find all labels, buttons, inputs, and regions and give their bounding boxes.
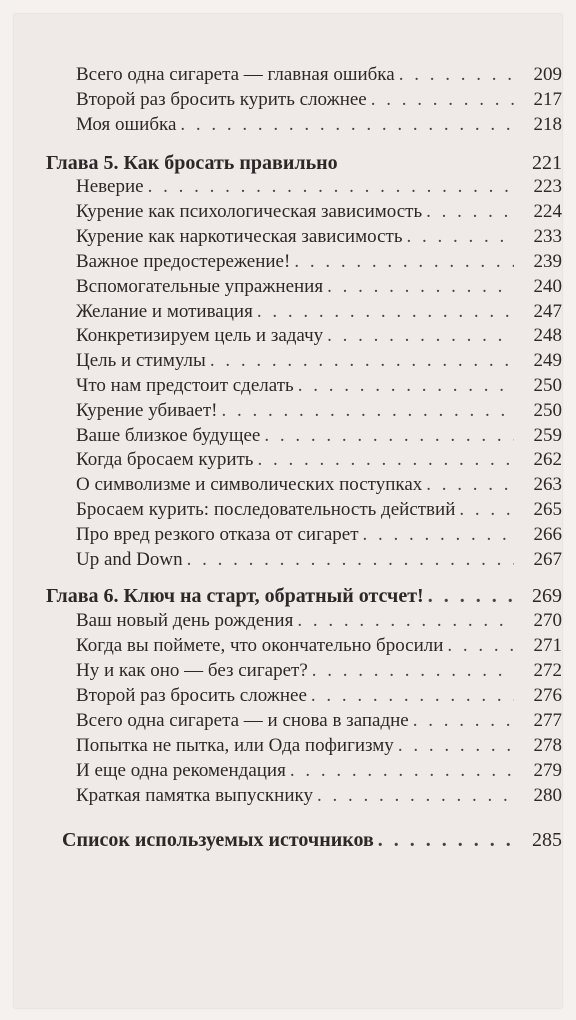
toc-entry-page: 262 <box>533 449 562 470</box>
leader-dots <box>187 548 514 572</box>
toc-entry-page: 270 <box>533 610 562 631</box>
chapter-title: Глава 5. Как бросать правильно <box>46 152 338 174</box>
toc-entry-page: 267 <box>533 549 562 570</box>
toc-entry-title: Курение как наркотическая зависимость <box>76 226 403 247</box>
toc-entry-title: Курение убивает! <box>76 400 218 421</box>
toc-entry-title: Ваше близкое будущее <box>76 425 261 446</box>
toc-entry <box>14 63 562 87</box>
leader-dots <box>327 275 514 299</box>
leader-dots <box>371 88 514 112</box>
toc-entry-title: Второй раз бросить сложнее <box>76 685 307 706</box>
toc-entry <box>14 324 562 348</box>
toc-entry <box>14 709 562 733</box>
toc-entry <box>14 113 562 137</box>
toc-entry <box>14 200 562 224</box>
toc-entry <box>14 759 562 783</box>
toc-entry-page: 209 <box>533 64 562 85</box>
toc-entry-page: 217 <box>533 89 562 110</box>
toc-entry-title: Всего одна сигарета — и снова в западне <box>76 710 409 731</box>
leader-dots <box>327 324 514 348</box>
leader-dots <box>399 63 514 87</box>
toc-entry-page: 240 <box>533 276 562 297</box>
toc-entry <box>14 498 562 522</box>
sources-title: Список используемых источников <box>62 829 374 851</box>
toc-entry-page: 224 <box>533 201 562 222</box>
toc-entry <box>14 609 562 633</box>
toc-entry-title: Неверие <box>76 176 144 197</box>
toc-entry-title: Моя ошибка <box>76 114 177 135</box>
toc-entry <box>14 784 562 808</box>
toc-entry <box>14 734 562 758</box>
toc-entry-page: 271 <box>533 635 562 656</box>
toc-entry-page: 259 <box>533 425 562 446</box>
toc-entry-title: Про вред резкого отказа от сигарет <box>76 524 359 545</box>
toc-entry-title: Ваш новый день рождения <box>76 610 294 631</box>
chapter-page: 269 <box>532 585 562 607</box>
toc-entry <box>14 424 562 448</box>
toc-entry-page: 278 <box>533 735 562 756</box>
sources-page: 285 <box>532 829 562 851</box>
book-page <box>14 14 562 1008</box>
toc-entry-page: 239 <box>533 251 562 272</box>
toc-entry-page: 249 <box>533 350 562 371</box>
leader-dots <box>222 399 515 423</box>
leader-dots <box>426 473 514 497</box>
toc-entry <box>14 523 562 547</box>
leader-dots <box>298 374 514 398</box>
toc-entry-page: 276 <box>533 685 562 706</box>
toc-entry-page: 266 <box>533 524 562 545</box>
toc-entry <box>14 634 562 658</box>
toc-entry-title: О символизме и символических поступках <box>76 474 423 495</box>
toc-entry-title: Курение как психологическая зависимость <box>76 201 423 222</box>
toc-entry-title: Когда бросаем курить <box>76 449 254 470</box>
leader-dots <box>148 175 514 199</box>
toc-entry-page: 247 <box>533 301 562 322</box>
toc-entry-title: Попытка не пытка, или Ода пофигизму <box>76 735 394 756</box>
toc-entry <box>14 659 562 683</box>
leader-dots <box>257 300 514 324</box>
leader-dots <box>180 113 514 137</box>
toc-chapter-heading <box>14 584 562 608</box>
toc-entry <box>14 684 562 708</box>
toc-entry <box>14 374 562 398</box>
toc-entry-page: 218 <box>533 114 562 135</box>
toc-entry <box>14 250 562 274</box>
leader-dots <box>311 684 514 708</box>
chapter-title: Глава 6. Ключ на старт, обратный отсчет! <box>46 585 424 607</box>
toc-entry <box>14 448 562 472</box>
leader-dots <box>447 634 514 658</box>
leader-dots <box>459 498 514 522</box>
leader-dots <box>317 784 514 808</box>
toc-entry <box>14 473 562 497</box>
leader-dots <box>378 828 512 852</box>
toc-entry-page: 279 <box>533 760 562 781</box>
table-of-contents <box>14 14 562 1008</box>
toc-entry-title: Цель и стимулы <box>76 350 206 371</box>
toc-entry-page: 265 <box>533 499 562 520</box>
toc-entry-title: И еще одна рекомендация <box>76 760 286 781</box>
toc-entry <box>14 349 562 373</box>
toc-chapter-heading <box>14 151 562 175</box>
toc-entry <box>14 300 562 324</box>
leader-dots <box>413 709 514 733</box>
leader-dots <box>264 424 514 448</box>
toc-entry-title: Up and Down <box>76 549 183 570</box>
toc-entry-title: Бросаем курить: последовательность действий <box>76 499 456 520</box>
toc-entry <box>14 88 562 112</box>
leader-dots <box>426 200 514 224</box>
toc-entry-page: 223 <box>533 176 562 197</box>
leader-dots <box>210 349 514 373</box>
leader-dots <box>428 584 514 608</box>
leader-dots <box>363 523 514 547</box>
leader-dots <box>312 659 514 683</box>
leader-dots <box>297 609 514 633</box>
toc-entry-title: Конкретизируем цель и задачу <box>76 325 324 346</box>
toc-entry-title: Вспомогательные упражнения <box>76 276 324 297</box>
toc-entry <box>14 275 562 299</box>
toc-entry-title: Когда вы поймете, что окончательно бросили <box>76 635 444 656</box>
leader-dots <box>294 250 514 274</box>
toc-entry-page: 233 <box>533 226 562 247</box>
leader-dots <box>398 734 514 758</box>
toc-entry-title: Всего одна сигарета — главная ошибка <box>76 64 395 85</box>
toc-entry-page: 272 <box>533 660 562 681</box>
toc-entry <box>14 548 562 572</box>
chapter-page: 221 <box>532 152 562 174</box>
toc-entry <box>14 399 562 423</box>
leader-dots <box>406 225 514 249</box>
leader-dots <box>290 759 514 783</box>
toc-entry-title: Желание и мотивация <box>76 301 253 322</box>
toc-entry-title: Второй раз бросить курить сложнее <box>76 89 367 110</box>
toc-entry-page: 277 <box>533 710 562 731</box>
toc-entry-title: Важное предостережение! <box>76 251 291 272</box>
toc-entry-title: Что нам предстоит сделать <box>76 375 294 396</box>
toc-entry-page: 250 <box>533 400 562 421</box>
toc-entry <box>14 175 562 199</box>
toc-entry-title: Краткая памятка выпускнику <box>76 785 313 806</box>
toc-entry-page: 248 <box>533 325 562 346</box>
toc-entry <box>14 225 562 249</box>
toc-entry-page: 280 <box>533 785 562 806</box>
toc-sources-heading <box>14 828 562 852</box>
toc-entry-page: 250 <box>533 375 562 396</box>
leader-dots <box>257 448 514 472</box>
toc-entry-title: Ну и как оно — без сигарет? <box>76 660 308 681</box>
toc-entry-page: 263 <box>533 474 562 495</box>
